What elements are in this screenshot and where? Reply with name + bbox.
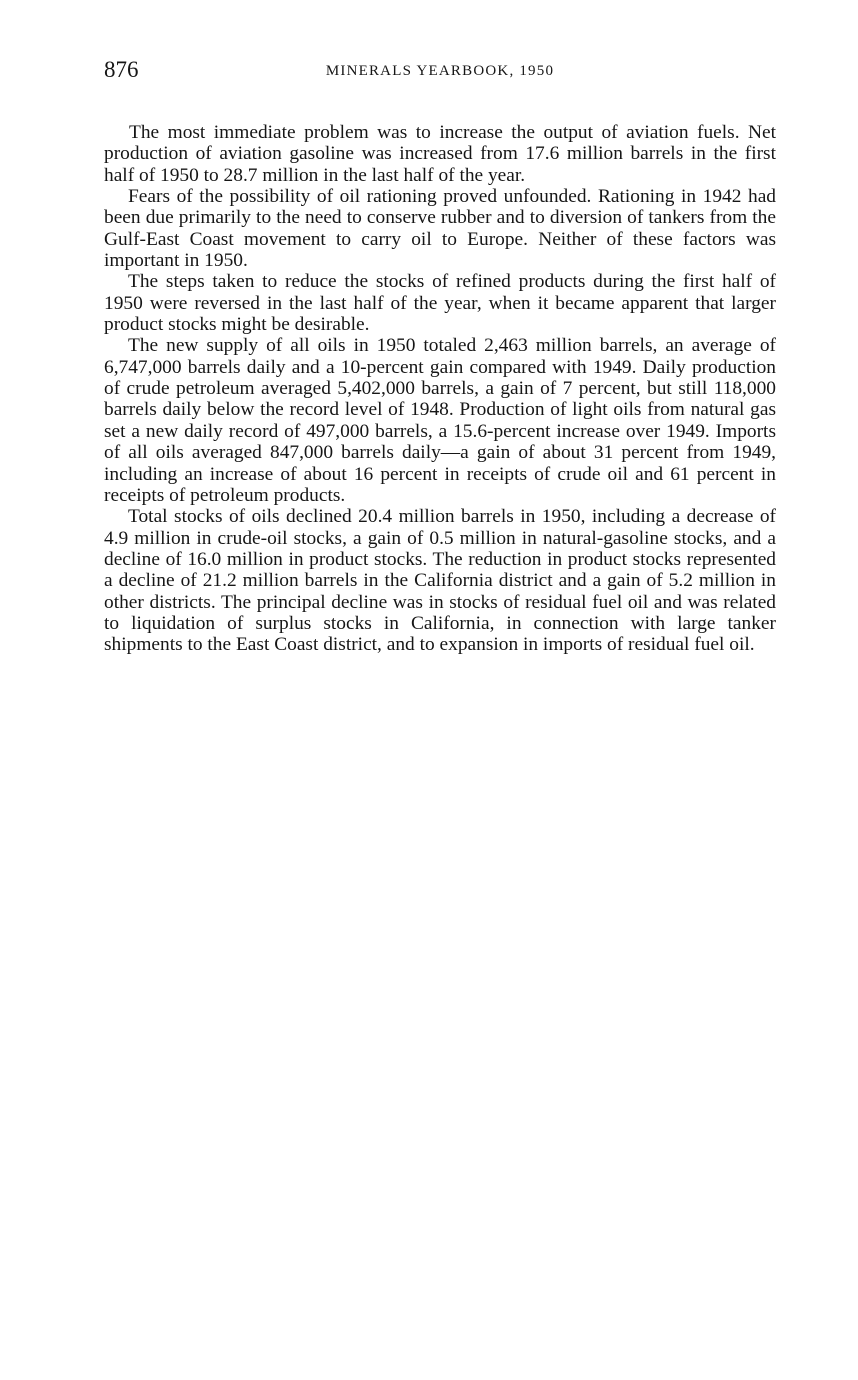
running-head: MINERALS YEARBOOK, 1950 [325, 63, 555, 79]
page-number: 876 [104, 57, 139, 82]
paragraph-new-supply: The new supply of all oils in 1950 totaled 2,463 million barrels, an average of 6,747,000 barrels daily and a 10-percent gain compared with 1949. Daily production of crude petroleum averaged 5,402,000 barrels, a gain of 7 percent, but still 118,000 barrels daily below the record level of 1948. Production of light oils from natural gas set a new daily record of 497,000 barrels, a 15.6-percent increase over 1949. Imports of all oils averaged 847,000 barrels daily—a gain of about 31 percent from 1949, including an increase of about 16 percent in receipts of crude oil and 61 percent in receipts of petroleum products. [104, 335, 776, 506]
paragraph-total-stocks: Total stocks of oils declined 20.4 million barrels in 1950, including a decrease of 4.9 million in crude-oil stocks, a gain of 0.5 million in natural-gasoline stocks, and a decline of 16.0 million in product stocks. The reduction in product stocks represented a decline of 21.2 million barrels in the California district and a gain of 5.2 million in other districts. The principal decline was in stocks of residual fuel oil and was related to liquidation of surplus stocks in California, in connection with large tanker shipments to the East Coast district, and to expansion in imports of residual fuel oil. [104, 506, 776, 656]
body-text [104, 122, 776, 656]
page-header [104, 56, 776, 86]
paragraph-oil-rationing: Fears of the possibility of oil rationing proved unfounded. Rationing in 1942 had been due primarily to the need to conserve rubber and to diversion of tankers from the Gulf-East Coast movement to carry oil to Europe. Neither of these factors was important in 1950. [104, 186, 776, 272]
paragraph-refined-stocks: The steps taken to reduce the stocks of refined products during the first half of 1950 were reversed in the last half of the year, when it became apparent that larger product stocks might be desirable. [104, 271, 776, 336]
paragraph-aviation-fuels: The most immediate problem was to increase the output of aviation fuels. Net production of aviation gasoline was increased from 17.6 million barrels in the first half of 1950 to 28.7 million in the last half of the year. [104, 122, 776, 186]
